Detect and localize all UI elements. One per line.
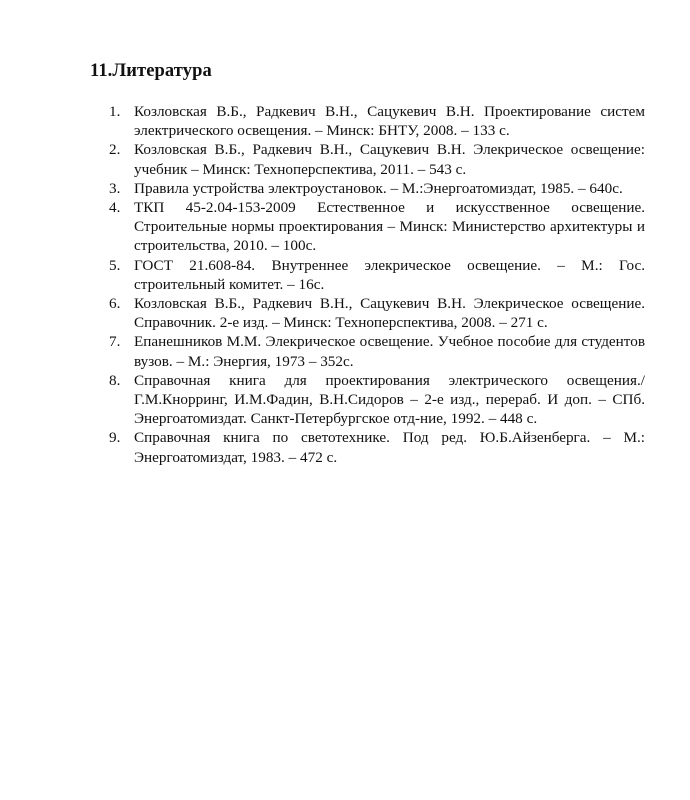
reference-item	[109, 256, 645, 294]
reference-item	[109, 332, 645, 370]
reference-text: Справочная книга по светотехнике. Под ред. Ю.Б.Айзенберга. – М.: Энергоатомиздат, 1983. – 472 с.	[134, 429, 645, 466]
reference-text: Козловская В.Б., Радкевич В.Н., Сацукевич В.Н. Элекрическое освещение: учебник – Минск: Техноперспектива, 2011. – 543 с.	[134, 141, 645, 178]
reference-number: 3.	[109, 179, 121, 197]
reference-number: 4.	[109, 199, 121, 217]
reference-item	[109, 179, 645, 198]
reference-text: Правила устройства электроустановок. – М.:Энергоатомиздат, 1985. – 640с.	[134, 179, 623, 197]
reference-list	[109, 102, 645, 467]
reference-item	[109, 140, 645, 178]
reference-number: 1.	[109, 103, 121, 120]
reference-text: Епанешников М.М. Элекрическое освещение. Учебное пособие для студентов вузов. – М.: Энергия, 1973 – 352с.	[134, 333, 645, 370]
reference-item	[109, 428, 645, 466]
reference-number: 8.	[109, 371, 121, 389]
reference-text: Козловская В.Б., Радкевич В.Н., Сацукевич В.Н. Проектирование систем электрического освещения. – Минск: БНТУ, 2008. – 133 с.	[134, 103, 645, 140]
reference-number: 9.	[109, 429, 121, 447]
reference-text: Козловская В.Б., Радкевич В.Н., Сацукевич В.Н. Элекрическое освещение. Справочник. 2-е изд. – Минск: Техноперспектива, 2008. – 271 с.	[134, 295, 645, 332]
reference-number: 2.	[109, 141, 121, 159]
reference-number: 7.	[109, 333, 121, 351]
reference-item	[109, 371, 645, 429]
reference-number: 6.	[109, 295, 121, 313]
reference-item	[109, 102, 645, 140]
reference-number: 5.	[109, 256, 121, 274]
page-title: 11.Литература	[90, 61, 212, 81]
reference-item	[109, 294, 645, 332]
reference-text: ТКП 45-2.04-153-2009 Естественное и искусственное освещение. Строительные нормы проектирования – Минск: Министерство архитектуры и строительства, 2010. – 100с.	[134, 199, 645, 255]
reference-item	[109, 198, 645, 256]
reference-text: ГОСТ 21.608-84. Внутреннее элекрическое освещение. – М.: Гос. строительный комитет. – 16с.	[134, 256, 645, 293]
reference-text: Справочная книга для проектирования электрического освещения./ Г.М.Кнорринг, И.М.Фадин, В.Н.Сидоров – 2-е изд., перераб. И доп. – СПб. Энергоатомиздат. Санкт-Петербургское отд-ние, 1992. – 448 с.	[134, 371, 645, 428]
